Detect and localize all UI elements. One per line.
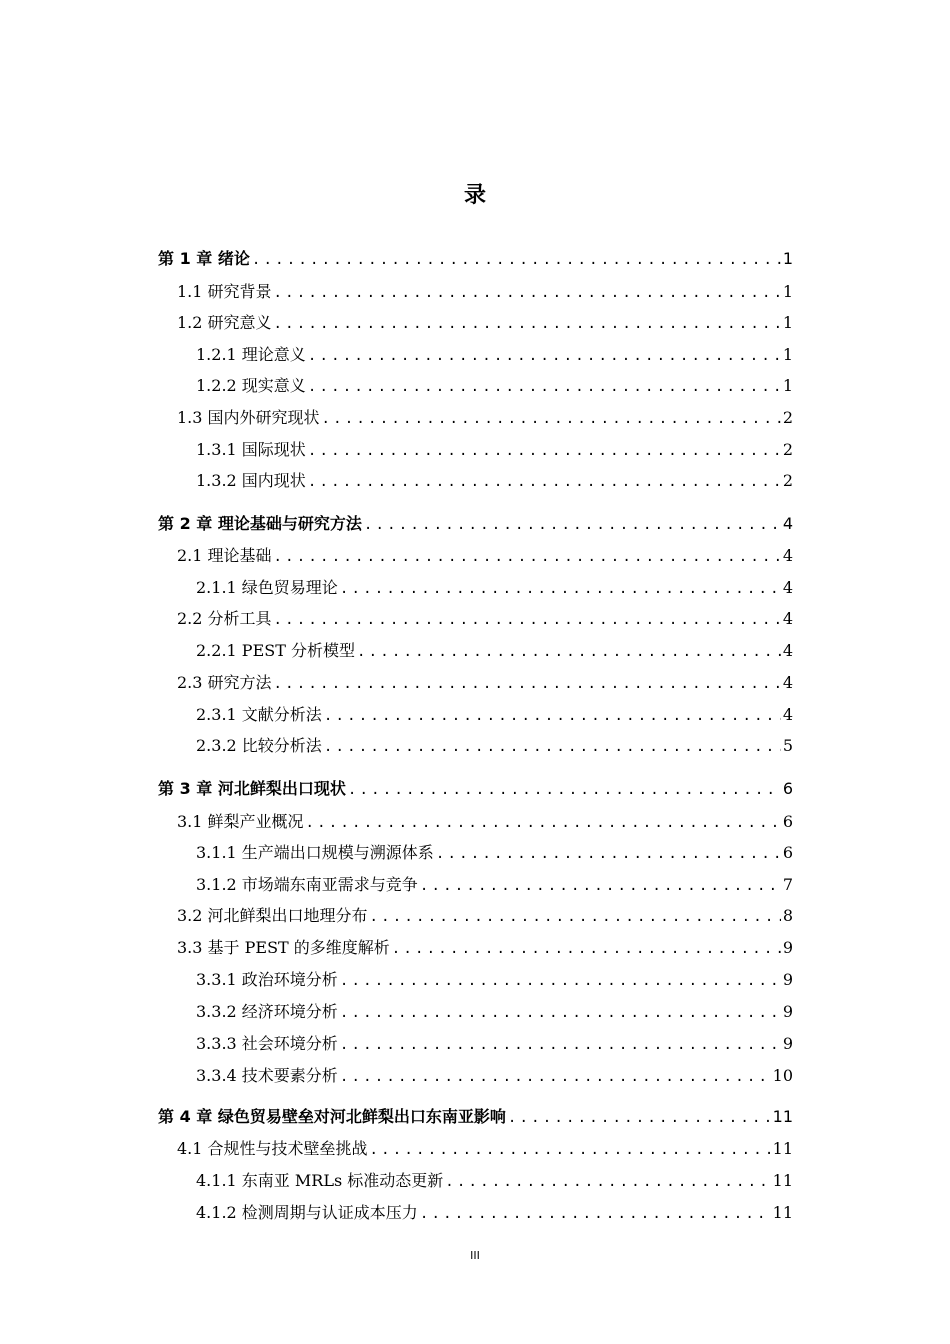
toc-entry-page: 11 — [772, 1107, 793, 1126]
toc-entry-1-2[interactable] — [177, 313, 793, 334]
toc-entry-3-1-1[interactable] — [196, 843, 793, 864]
toc-leader-dots — [370, 1140, 771, 1160]
toc-entry-label: 2.2 分析工具 — [177, 609, 272, 628]
toc-entry-label: 2.2.1 PEST 分析模型 — [196, 641, 355, 660]
toc-entry-3-1[interactable] — [177, 812, 793, 833]
toc-entry-page: 6 — [782, 812, 793, 831]
toc-entry-label: 第 4 章 绿色贸易壁垒对河北鲜梨出口东南亚影响 — [158, 1107, 506, 1126]
toc-entry-page: 6 — [782, 843, 793, 862]
toc-entry-page: 1 — [782, 345, 793, 364]
toc-entry-1-2-1[interactable] — [196, 345, 793, 366]
toc-entry-4-1[interactable] — [177, 1139, 793, 1160]
toc-entry-page: 5 — [782, 736, 793, 755]
toc-entry-page: 4 — [782, 609, 793, 628]
toc-entry-label: 4.1.2 检测周期与认证成本压力 — [196, 1203, 418, 1222]
toc-entry-1-3[interactable] — [177, 408, 793, 429]
toc-entry-label: 3.1.1 生产端出口规模与溯源体系 — [196, 843, 434, 862]
toc-entry-1-3-2[interactable] — [196, 471, 793, 492]
toc-entry-label: 1.2.1 理论意义 — [196, 345, 306, 364]
toc-entry-label: 第 2 章 理论基础与研究方法 — [158, 514, 362, 533]
toc-entry-page: 2 — [782, 408, 793, 427]
toc-title: 录 — [463, 183, 486, 208]
toc-entry-page: 9 — [782, 938, 793, 957]
toc-entry-label: 第 1 章 绪论 — [158, 249, 250, 268]
toc-entry-3-3-1[interactable] — [196, 970, 793, 991]
toc-entry-2-3[interactable] — [177, 673, 793, 694]
toc-entry-label: 3.3 基于 PEST 的多维度解析 — [177, 938, 390, 957]
toc-entry-3-3-2[interactable] — [196, 1002, 793, 1023]
toc-leader-dots — [308, 441, 781, 461]
toc-leader-dots — [324, 706, 781, 726]
toc-entry-label: 3.3.1 政治环境分析 — [196, 970, 338, 989]
toc-entry-label: 2.3.1 文献分析法 — [196, 705, 322, 724]
toc-entry-label: 4.1 合规性与技术壁垒挑战 — [177, 1139, 368, 1158]
toc-entry-chapter-2[interactable] — [158, 514, 793, 535]
toc-entry-label: 1.3 国内外研究现状 — [177, 408, 320, 427]
toc-entry-1-2-2[interactable] — [196, 376, 793, 397]
toc-leader-dots — [392, 939, 781, 959]
toc-entry-2-1-1[interactable] — [196, 578, 793, 599]
toc-entry-page: 1 — [782, 313, 793, 332]
toc-entry-page: 9 — [782, 970, 793, 989]
toc-entry-page: 11 — [772, 1139, 793, 1158]
toc-entry-2-3-1[interactable] — [196, 705, 793, 726]
toc-entry-page: 11 — [772, 1203, 793, 1222]
toc-leader-dots — [274, 547, 781, 567]
toc-entry-chapter-1[interactable] — [158, 249, 793, 270]
toc-entry-label: 2.3 研究方法 — [177, 673, 272, 692]
toc-entry-label: 2.1 理论基础 — [177, 546, 272, 565]
page-number-footer: III — [470, 1249, 480, 1262]
toc-leader-dots — [274, 674, 781, 694]
toc-leader-dots — [357, 642, 781, 662]
toc-leader-dots — [420, 876, 781, 896]
toc-entry-chapter-4[interactable] — [158, 1107, 793, 1128]
toc-entry-label: 1.2 研究意义 — [177, 313, 272, 332]
toc-entry-label: 3.2 河北鲜梨出口地理分布 — [177, 906, 368, 925]
toc-entry-page: 4 — [782, 578, 793, 597]
toc-entry-label: 4.1.1 东南亚 MRLs 标准动态更新 — [196, 1171, 444, 1190]
toc-leader-dots — [308, 377, 781, 397]
toc-entry-3-2[interactable] — [177, 906, 793, 927]
toc-leader-dots — [436, 844, 781, 864]
toc-leader-dots — [370, 907, 781, 927]
toc-entry-label: 3.1 鲜梨产业概况 — [177, 812, 304, 831]
toc-entry-1-1[interactable] — [177, 282, 793, 303]
toc-entry-page: 8 — [782, 906, 793, 925]
toc-entry-page: 9 — [782, 1034, 793, 1053]
toc-entry-label: 3.3.3 社会环境分析 — [196, 1034, 338, 1053]
toc-leader-dots — [306, 813, 781, 833]
toc-leader-dots — [340, 579, 781, 599]
toc-leader-dots — [274, 314, 781, 334]
toc-entry-page: 6 — [782, 779, 793, 798]
toc-entry-page: 4 — [782, 705, 793, 724]
toc-entry-label: 3.3.4 技术要素分析 — [196, 1066, 338, 1085]
toc-entry-label: 3.3.2 经济环境分析 — [196, 1002, 338, 1021]
toc-leader-dots — [348, 780, 781, 800]
toc-entry-page: 10 — [772, 1066, 793, 1085]
toc-entry-label: 第 3 章 河北鲜梨出口现状 — [158, 779, 346, 798]
toc-entry-page: 9 — [782, 1002, 793, 1021]
toc-leader-dots — [340, 1067, 771, 1087]
toc-entry-2-2-1[interactable] — [196, 641, 793, 662]
toc-entry-3-3-4[interactable] — [196, 1066, 793, 1087]
toc-entry-page: 2 — [782, 440, 793, 459]
toc-entry-label: 1.2.2 现实意义 — [196, 376, 306, 395]
toc-entry-page: 4 — [782, 673, 793, 692]
toc-entry-3-3-3[interactable] — [196, 1034, 793, 1055]
toc-leader-dots — [274, 610, 781, 630]
toc-entry-page: 1 — [782, 376, 793, 395]
toc-entry-label: 2.3.2 比较分析法 — [196, 736, 322, 755]
toc-leader-dots — [340, 1035, 781, 1055]
toc-entry-2-1[interactable] — [177, 546, 793, 567]
toc-leader-dots — [340, 1003, 781, 1023]
toc-leader-dots — [508, 1108, 771, 1128]
toc-entry-chapter-3[interactable] — [158, 779, 793, 800]
toc-entry-3-1-2[interactable] — [196, 875, 793, 896]
toc-leader-dots — [324, 737, 781, 757]
toc-entry-label: 1.3.2 国内现状 — [196, 471, 306, 490]
toc-entry-3-3[interactable] — [177, 938, 793, 959]
toc-entry-page: 7 — [782, 875, 793, 894]
toc-entry-page: 4 — [782, 546, 793, 565]
toc-entry-page: 1 — [782, 249, 793, 268]
toc-entry-page: 4 — [782, 514, 793, 533]
toc-entry-page: 2 — [782, 471, 793, 490]
toc-entry-page: 1 — [782, 282, 793, 301]
toc-entry-page: 4 — [782, 641, 793, 660]
toc-leader-dots — [340, 971, 781, 991]
toc-leader-dots — [274, 283, 781, 303]
toc-leader-dots — [420, 1204, 771, 1224]
toc-entry-2-3-2[interactable] — [196, 736, 793, 757]
toc-entry-page: 11 — [772, 1171, 793, 1190]
toc-leader-dots — [364, 515, 781, 535]
toc-entry-label: 2.1.1 绿色贸易理论 — [196, 578, 338, 597]
toc-entry-4-1-1[interactable] — [196, 1171, 793, 1192]
toc-entry-1-3-1[interactable] — [196, 440, 793, 461]
toc-leader-dots — [445, 1172, 770, 1192]
toc-leader-dots — [308, 472, 781, 492]
toc-leader-dots — [252, 250, 781, 270]
toc-entry-label: 1.3.1 国际现状 — [196, 440, 306, 459]
toc-entry-label: 3.1.2 市场端东南亚需求与竞争 — [196, 875, 418, 894]
toc-leader-dots — [308, 346, 781, 366]
toc-leader-dots — [322, 409, 781, 429]
toc-entry-label: 1.1 研究背景 — [177, 282, 272, 301]
toc-entry-2-2[interactable] — [177, 609, 793, 630]
toc-entry-4-1-2[interactable] — [196, 1203, 793, 1224]
